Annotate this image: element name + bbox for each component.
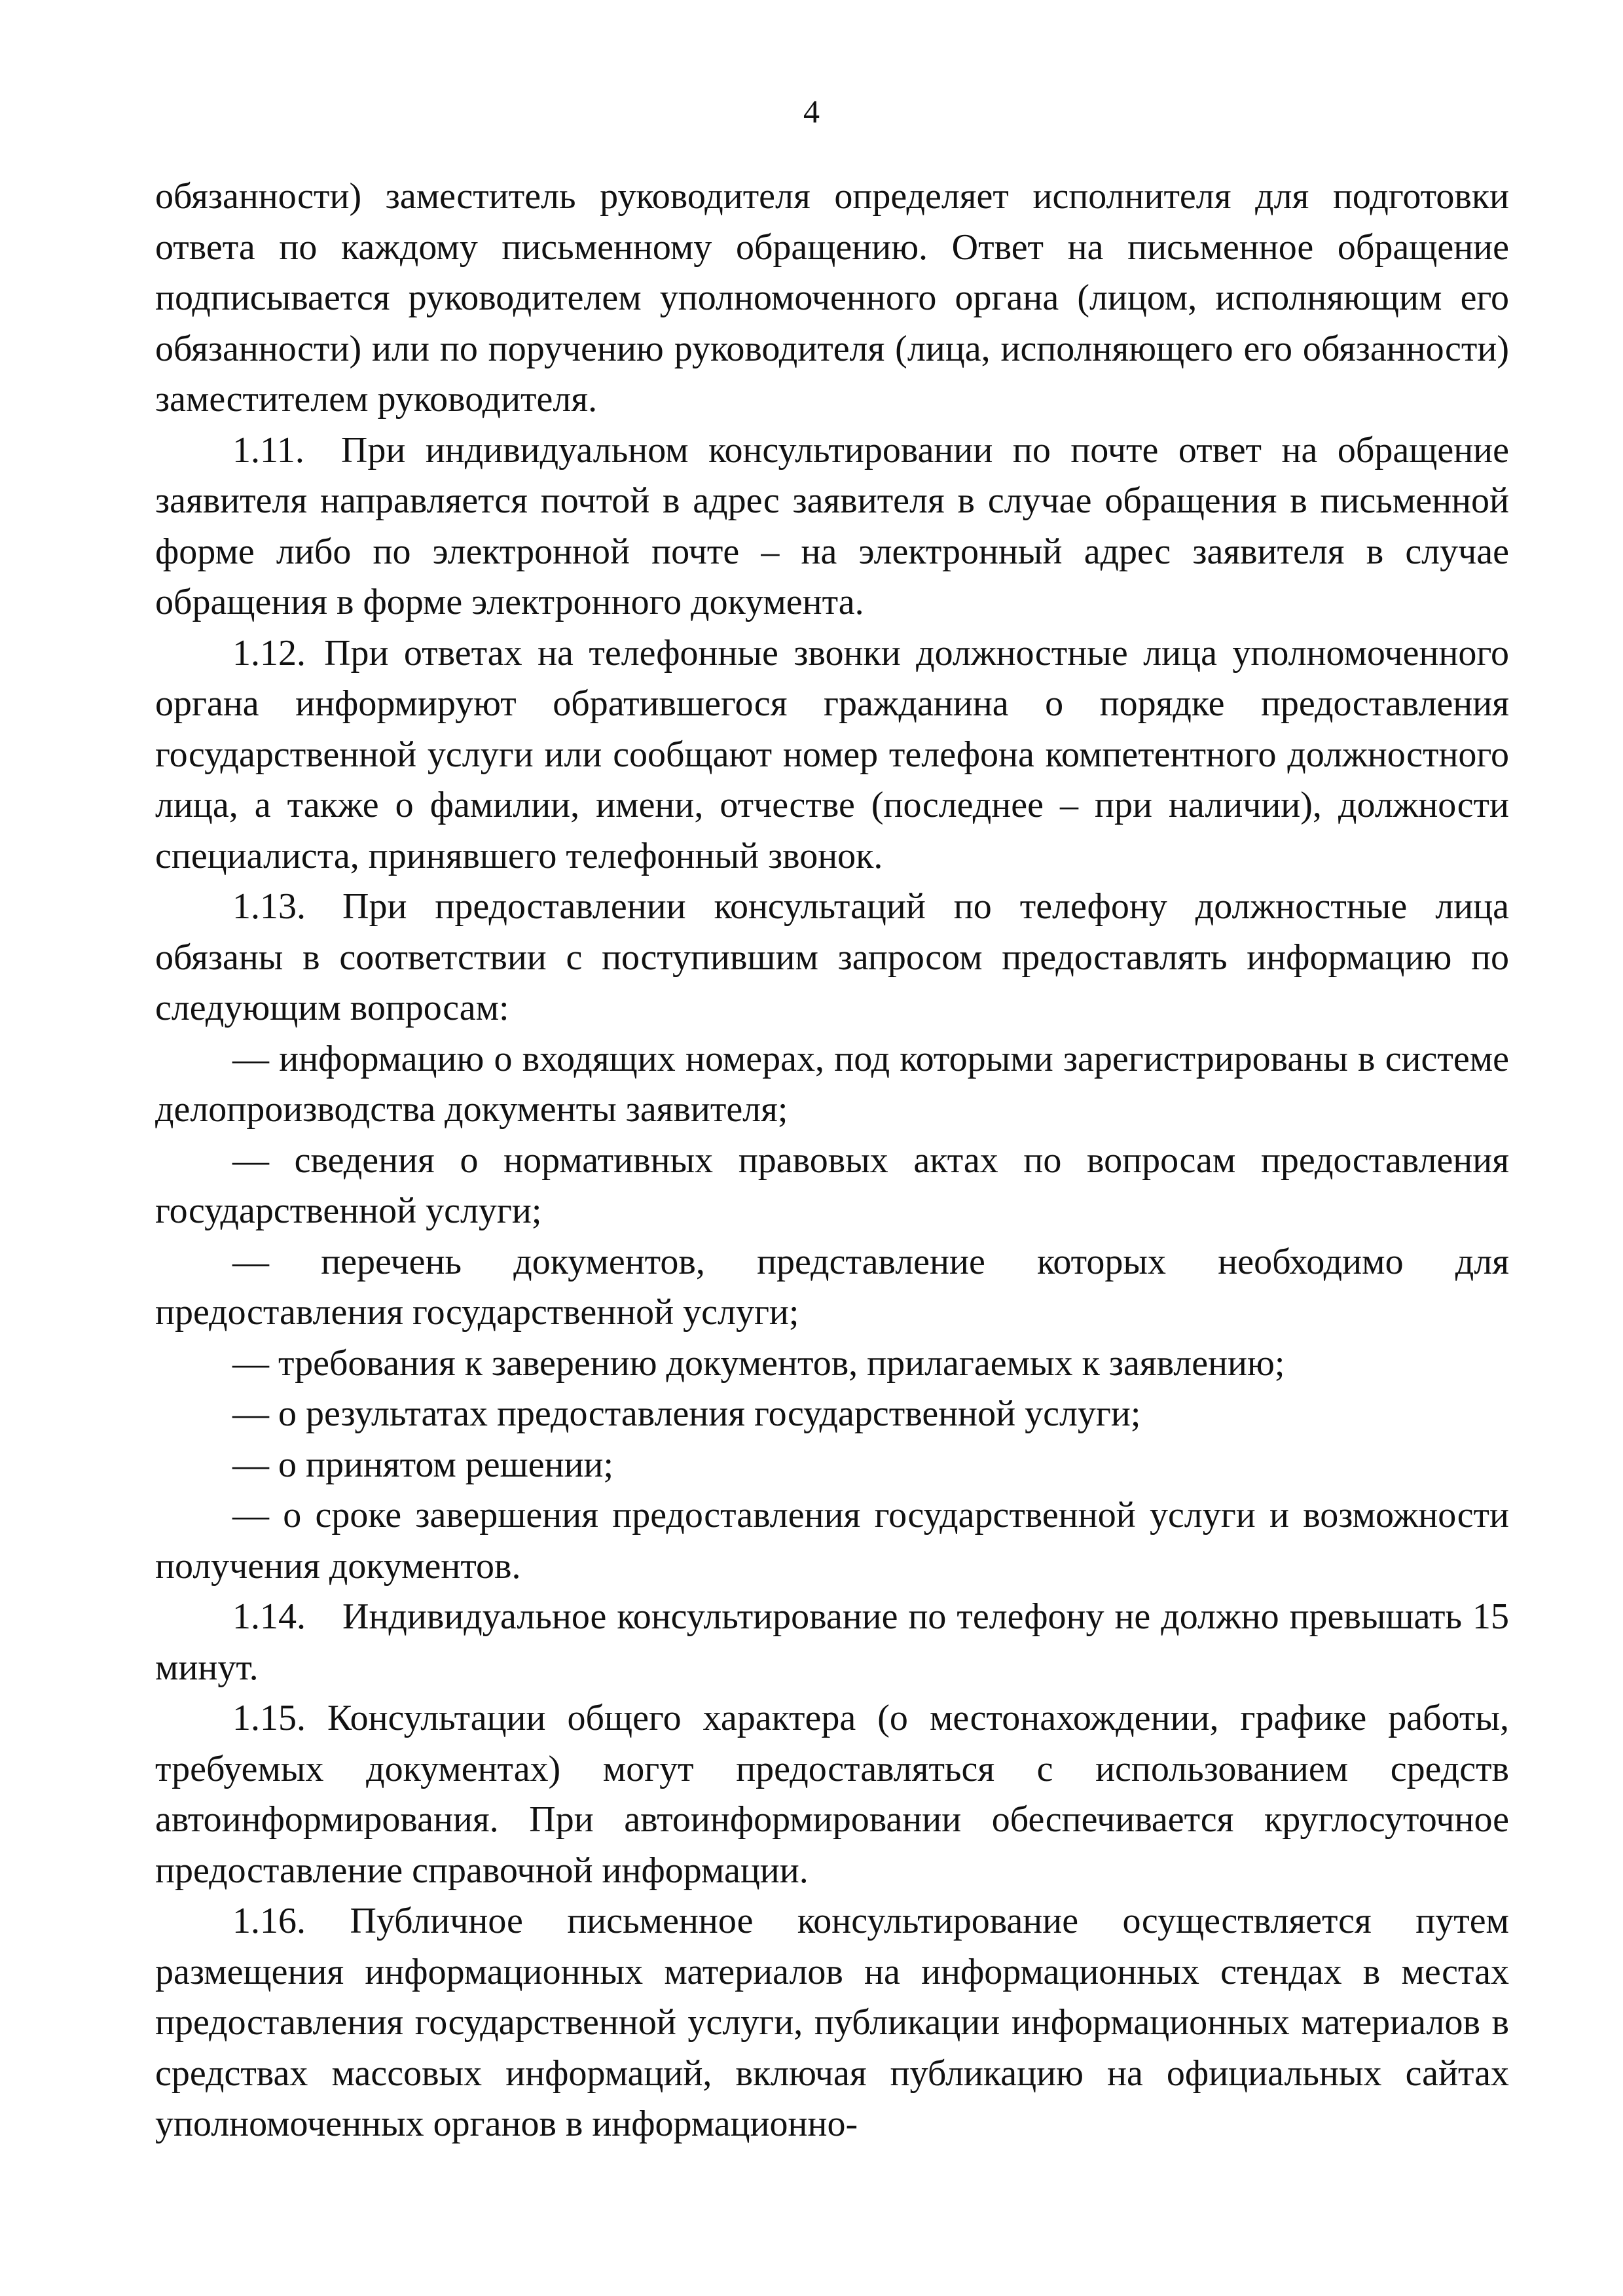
list-item-normative-acts: — сведения о нормативных правовых актах по вопросам предоставления государственной услуги; — [155, 1139, 1509, 1231]
paragraph-1-12: 1.12. При ответах на телефонные звонки должностные лица уполномоченного органа информируют обратившегося гражданина о порядке предоставления государственной услуги или сообщают номер телефона компетентного должностного лица, а также о фамилии, имени, отчестве (последнее – при наличии), должности специалиста, принявшего телефонный звонок. — [155, 632, 1509, 876]
list-item-service-results: — о результатах предоставления государственной услуги; — [232, 1393, 1141, 1434]
paragraph-1-13: 1.13. При предоставлении консультаций по телефону должностные лица обязаны в соответствии с поступившим запросом предоставлять информацию по следующим вопросам: — [155, 886, 1509, 1028]
paragraph-1-14: 1.14. Индивидуальное консультирование по телефону не должно превышать 15 минут. — [155, 1596, 1509, 1688]
paragraph-continuation: обязанности) заместитель руководителя определяет исполнителя для подготовки ответа по каждому письменному обращению. Ответ на письменное обращение подписывается руководителем уполномоченного органа (лицом, исполняющим его обязанности) или по поручению руководителя (лица, исполняющего его обязанности) заместителем руководителя. — [155, 176, 1509, 420]
list-item-certification-requirements: — требования к заверению документов, прилагаемых к заявлению; — [232, 1342, 1285, 1384]
paragraph-1-15: 1.15. Консультации общего характера (о местонахождении, графике работы, требуемых документах) могут предоставляться с использованием средств автоинформирования. При автоинформировании обеспечивается круглосуточное предоставление справочной информации. — [155, 1698, 1509, 1891]
paragraph-1-11: 1.11. При индивидуальном консультировании по почте ответ на обращение заявителя направляется почтой в адрес заявителя в случае обращения в письменной форме либо по электронной почте – на электронный адрес заявителя в случае обращения в форме электронного документа. — [155, 429, 1509, 622]
paragraph-1-16: 1.16. Публичное письменное консультирование осуществляется путем размещения информационных материалов на информационных стендах в местах предоставления государственной услуги, публикации информационных материалов в средствах массовых информаций, включая публикацию на официальных сайтах уполномоченных органов в информационно- — [155, 1901, 1509, 2144]
page-number: 4 — [803, 93, 820, 130]
document-body — [155, 171, 1509, 2150]
list-item-decision: — о принятом решении; — [232, 1444, 614, 1485]
list-item-incoming-numbers: — информацию о входящих номерах, под которыми зарегистрированы в системе делопроизводства документы заявителя; — [155, 1038, 1509, 1130]
list-item-documents-list: — перечень документов, представление которых необходимо для предоставления государственной услуги; — [155, 1241, 1509, 1333]
list-item-completion-term: — о сроке завершения предоставления государственной услуги и возможности получения документов. — [155, 1495, 1509, 1587]
